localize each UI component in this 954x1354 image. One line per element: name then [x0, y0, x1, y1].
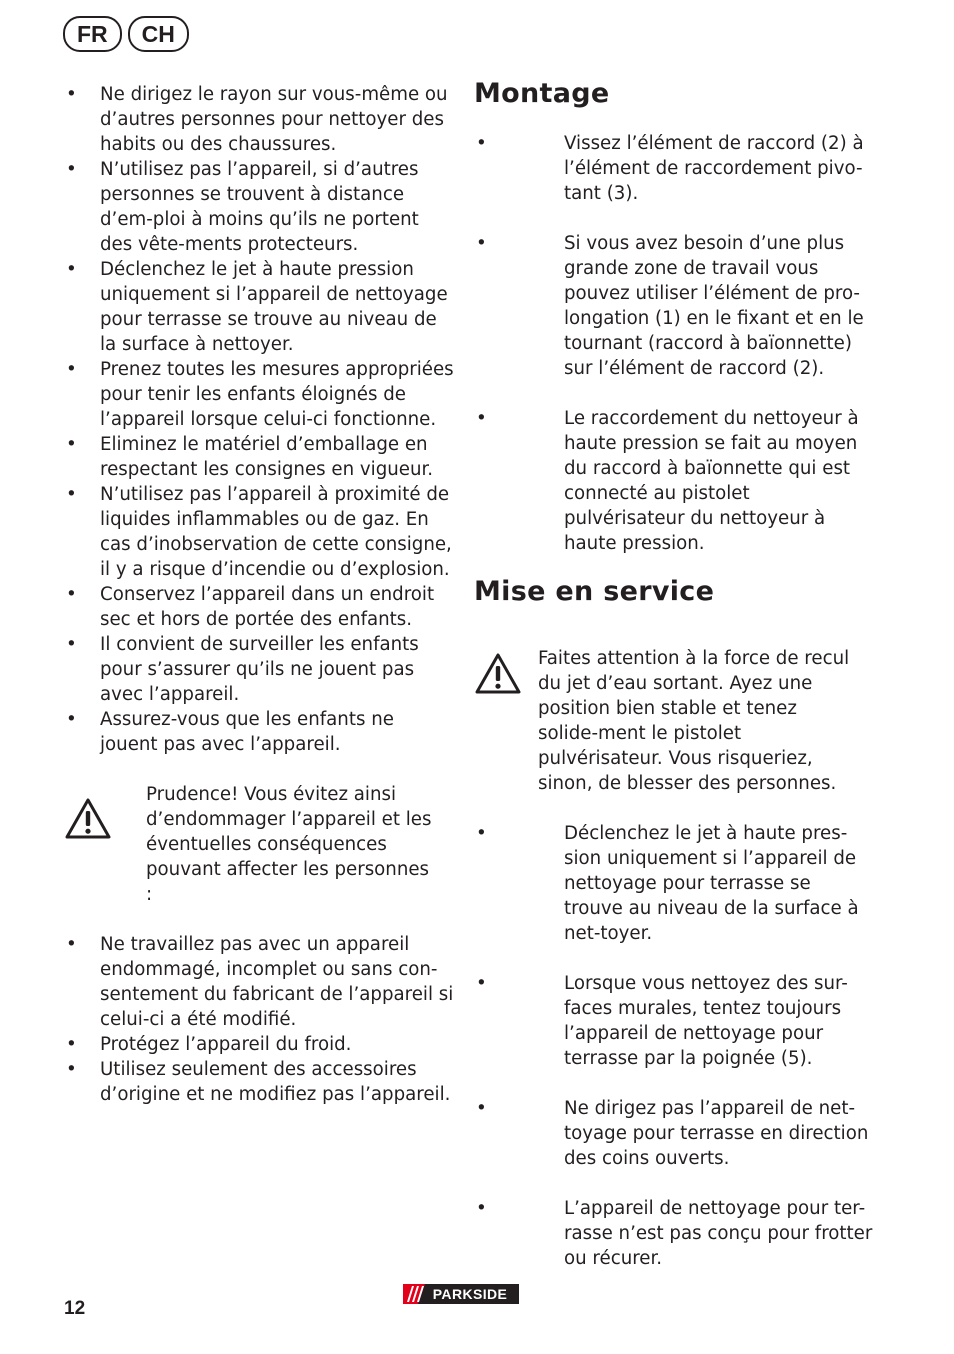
list-item: • Déclenchez le jet à haute pression uniquement si l’appareil de nettoyage pour terrasse se trouve au niveau de la surface à nettoyer. [64, 257, 454, 357]
list-item: • Déclenchez le jet à haute pres-sion uniquement si l’appareil de nettoyage pour terrasse se trouve au niveau de la surface à net-toyer. [474, 821, 874, 946]
list-item: • L’appareil de nettoyage pour ter-rasse n’est pas conçu pour frotter ou récurer. [474, 1196, 874, 1271]
warning-triangle-icon [64, 782, 146, 847]
service-warning-block [474, 646, 874, 796]
left-column [64, 82, 454, 1107]
list-item: • N’utilisez pas l’appareil à proximité de liquides inflammables ou de gaz. En cas d’inobservation de cette consigne, il y a risque d’incendie ou d’explosion. [64, 482, 454, 582]
brand-text: PARKSIDE [432, 1286, 508, 1302]
list-item: • Il convient de surveiller les enfants pour s’assurer qu’ils ne jouent pas avec l’appareil. [64, 632, 454, 707]
list-item: • Lorsque vous nettoyez des sur-faces murales, tentez toujours l’appareil de nettoyage pour terrasse par la poignée (5). [474, 971, 874, 1071]
language-badge-fr: FR [63, 16, 122, 52]
right-column [474, 78, 874, 1271]
caution-text: Prudence! Vous évitez ainsi d’endommager l’appareil et les éventuelles conséquences pouvant affecter les personnes : [146, 784, 432, 905]
list-item: • Ne dirigez le rayon sur vous-même ou d’autres personnes pour nettoyer des habits ou des chaussures. [64, 82, 454, 157]
list-item: • Utilisez seulement des accessoires d’origine et ne modifiez pas l’appareil. [64, 1057, 454, 1107]
parkside-logo [403, 1284, 519, 1308]
list-item: • Ne dirigez pas l’appareil de net-toyage pour terrasse en direction des coins ouverts. [474, 1096, 874, 1171]
language-badge-ch: CH [128, 16, 189, 52]
safety-list [64, 82, 454, 757]
language-badges [63, 16, 189, 52]
montage-list [474, 131, 874, 556]
list-item: • Le raccordement du nettoyeur à haute pression se fait au moyen du raccord à baïonnette qui est connecté au pistolet pulvérisateur du nettoyeur à haute pression. [474, 406, 874, 556]
montage-heading: Montage [474, 78, 610, 109]
list-item: • Prenez toutes les mesures appropriées pour tenir les enfants éloignés de l’appareil lorsque celui-ci fonctionne. [64, 357, 454, 432]
list-item: • Eliminez le matériel d’emballage en respectant les consignes en vigueur. [64, 432, 454, 482]
service-warning-text: Faites attention à la force de recul du jet d’eau sortant. Ayez une position bien stable et tenez solide-ment le pistolet pulvérisateur. Vous risqueriez, sinon, de blesser des personnes. [538, 648, 850, 794]
list-item: • Assurez-vous que les enfants ne jouent pas avec l’appareil. [64, 707, 454, 757]
caution-block [64, 782, 454, 907]
page-number: 12 [64, 1298, 86, 1319]
warning-triangle-icon [474, 646, 538, 702]
list-item: • N’utilisez pas l’appareil, si d’autres personnes se trouvent à distance d’em-ploi à moins qu’ils ne portent des vête-ments protecteurs. [64, 157, 454, 257]
caution-list [64, 932, 454, 1107]
list-item: • Conservez l’appareil dans un endroit sec et hors de portée des enfants. [64, 582, 454, 632]
service-list [474, 821, 874, 1271]
service-heading: Mise en service [474, 576, 715, 607]
list-item: • Protégez l’appareil du froid. [64, 1032, 454, 1057]
list-item: • Vissez l’élément de raccord (2) à l’élément de raccordement pivo-tant (3). [474, 131, 874, 206]
list-item: • Ne travaillez pas avec un appareil endommagé, incomplet ou sans con-sentement du fabricant de l’appareil si celui-ci a été modifié. [64, 932, 454, 1032]
list-item: • Si vous avez besoin d’une plus grande zone de travail vous pouvez utiliser l’élément de pro-longation (1) en le fixant et en le tournant (raccord à baïonnette) sur l’élément de raccord (2). [474, 231, 874, 381]
